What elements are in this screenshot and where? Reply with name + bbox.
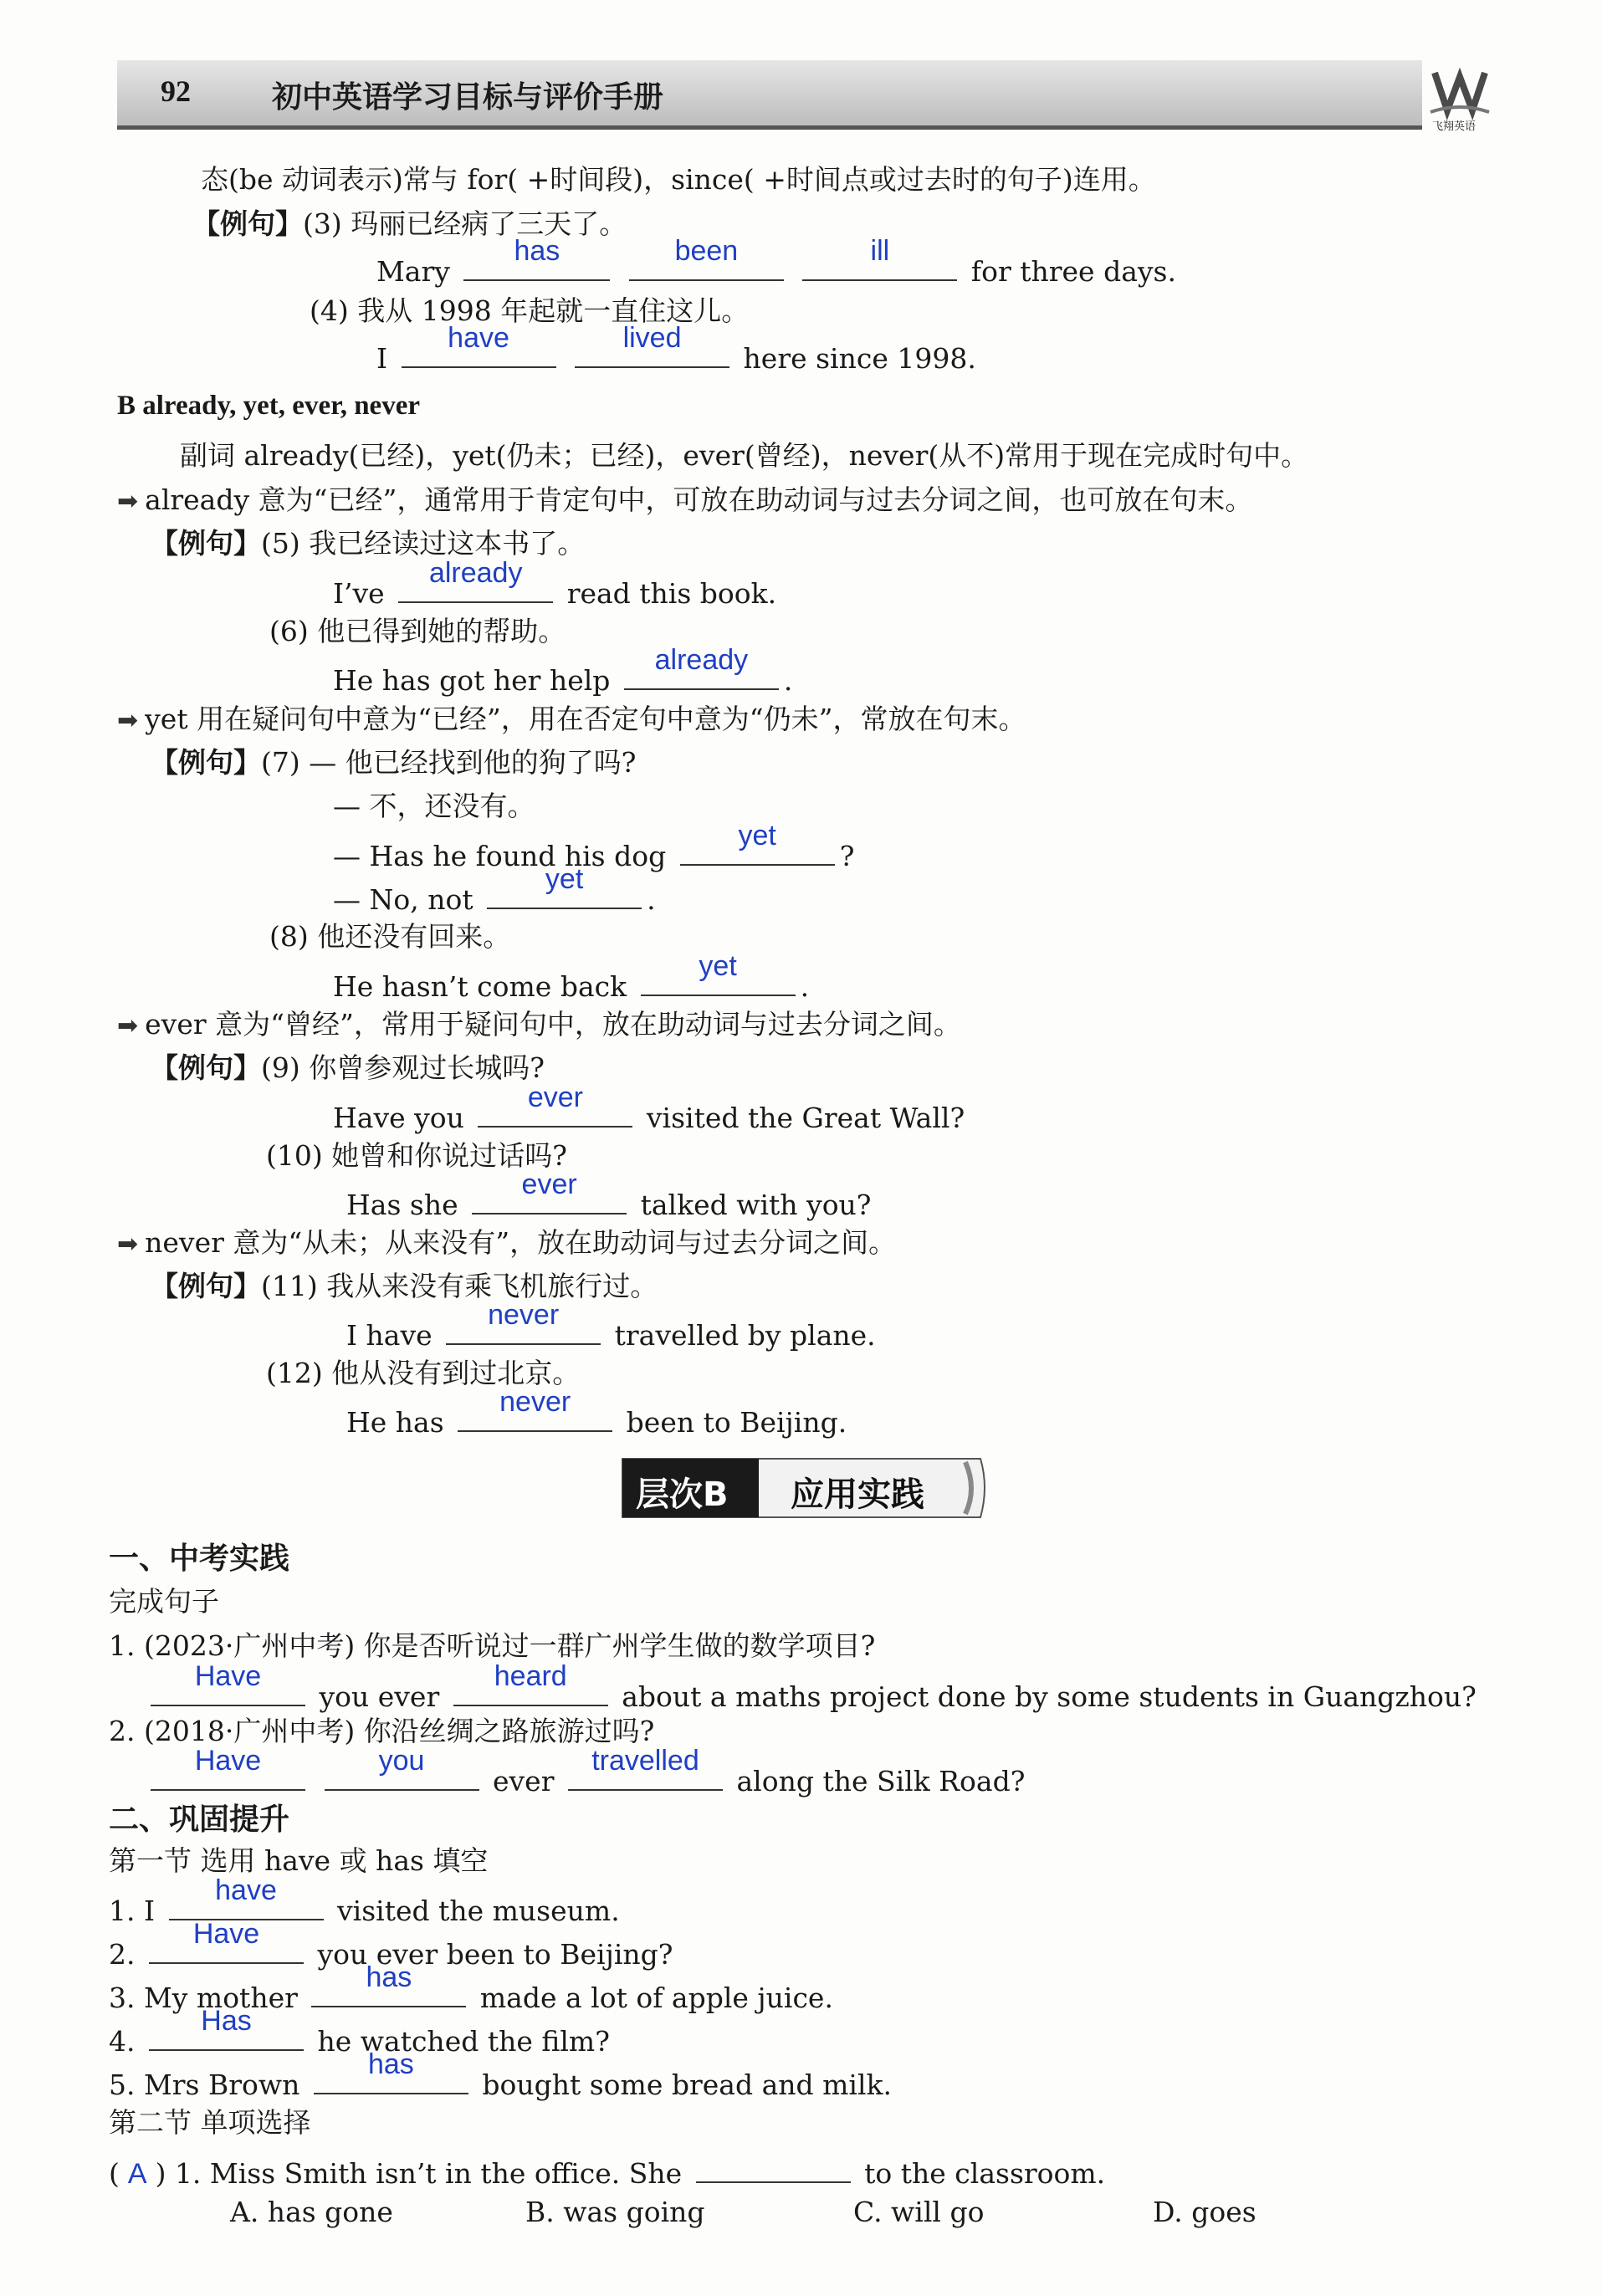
answer-blank: been (629, 249, 784, 281)
answer-blank: lived (575, 336, 729, 368)
text-line: (3) 玛丽已经病了三天了。 (303, 207, 627, 240)
text-line: (9) 你曾参观过长城吗? (261, 1051, 545, 1084)
answer-blank: ever (478, 1096, 632, 1128)
mc-option: B. was going (525, 2196, 705, 2228)
answer-blank: has (314, 2063, 468, 2094)
text-line: (6) 他已得到她的帮助。 (269, 615, 566, 647)
answer-blank: ill (802, 249, 957, 281)
text-line: (12) 他从没有到过北京。 (266, 1357, 581, 1389)
sentence: Has she ever talked with you? (346, 1168, 872, 1221)
text-line: (8) 他还没有回来。 (269, 920, 511, 953)
answer-blank: yet (680, 834, 835, 866)
part-heading: 一、中考实践 (109, 1541, 290, 1576)
answer-blank: Have (151, 1675, 305, 1706)
answer-blank: heard (453, 1675, 608, 1706)
answer-blank: Has (149, 2019, 304, 2051)
sentence: He has never been to Beijing. (346, 1386, 847, 1439)
arrow-icon: ➡ (117, 487, 139, 516)
answer-blank: has (311, 1976, 466, 2007)
level-tag: 层次B (636, 1475, 729, 1514)
example-tag: 【例句】 (151, 527, 261, 560)
arrow-icon: ➡ (117, 1230, 139, 1259)
answer-blank: have (169, 1889, 324, 1920)
book-title: 初中英语学习目标与评价手册 (272, 80, 664, 115)
subheading: 第二节 单项选择 (109, 2106, 311, 2139)
text-line: — 不，还没有。 (333, 790, 535, 822)
answer-blank: Have (151, 1759, 305, 1791)
example-tag: 【例句】 (192, 207, 303, 240)
list-item: 4. Has he watched the film? (109, 2005, 610, 2058)
arrow-icon: ➡ (117, 1011, 139, 1041)
sentence: Mary has been ill for three days. (376, 235, 1176, 288)
answer-blank: travelled (568, 1759, 723, 1791)
subheading: 完成句子 (109, 1585, 219, 1618)
answer-blank: ever (472, 1183, 627, 1214)
mc-option: D. goes (1153, 2196, 1257, 2228)
answer-blank: yet (641, 964, 796, 996)
sentence: I have lived here since 1998. (376, 322, 976, 375)
mc-option: C. will go (853, 2196, 985, 2228)
question: 1. (2023·广州中考) 你是否听说过一群广州学生做的数学项目? (109, 1629, 876, 1662)
answer-blank: never (458, 1400, 612, 1432)
sentence: I have never travelled by plane. (346, 1299, 876, 1352)
sentence: — No, not yet . (333, 863, 656, 916)
sentence: I’ve already read this book. (333, 557, 777, 610)
answer-blank: Have (149, 1932, 304, 1964)
text-line: already 意为“已经”，通常用于肯定句中，可放在助动词与过去分词之间，也可放在句末。 (145, 483, 1253, 516)
mc-answer: A (127, 2158, 147, 2190)
mc-option: A. has gone (230, 2196, 393, 2228)
list-item: 1. I have visited the museum. (109, 1874, 620, 1927)
text-line: (7) — 他已经找到他的狗了吗? (261, 746, 637, 779)
text-line: ever 意为“曾经”，常用于疑问句中，放在助动词与过去分词之间。 (145, 1008, 961, 1041)
sentence: Have you ever travelled along the Silk Road? (151, 1759, 1025, 1798)
answer-blank: already (398, 571, 553, 603)
level-title: 应用实践 (791, 1475, 924, 1514)
part-heading: 二、巩固提升 (109, 1802, 290, 1837)
sentence: He has got her help already . (333, 644, 793, 697)
text-line: 态(be 动词表示)常与 for( +时间段)，since( +时间点或过去时的句子)连用。 (201, 163, 1156, 196)
sentence: He hasn’t come back yet . (333, 950, 810, 1003)
answer-blank: never (446, 1313, 601, 1345)
mc-question: ( A ) 1. Miss Smith isn’t in the office. She to the classroom. (109, 2151, 1105, 2191)
answer-blank: already (624, 658, 779, 690)
example-tag: 【例句】 (151, 1051, 261, 1084)
sentence: Have you ever visited the Great Wall? (333, 1082, 965, 1134)
subheading: 第一节 选用 have 或 has 填空 (109, 1844, 489, 1877)
answer-blank: have (402, 336, 556, 368)
list-item: 2. Have you ever been to Beijing? (109, 1918, 673, 1971)
section-heading: B already, yet, ever, never (117, 391, 421, 421)
answer-blank: has (463, 249, 610, 281)
text-line: (11) 我从来没有乘飞机旅行过。 (261, 1270, 658, 1302)
example-tag: 【例句】 (151, 1270, 261, 1302)
page-number: 92 (161, 74, 191, 108)
list-item: 3. My mother has made a lot of apple juice. (109, 1961, 833, 2014)
arrow-icon: ➡ (117, 706, 139, 735)
text-line: (10) 她曾和你说过话吗? (266, 1139, 567, 1172)
text-line: never 意为“从未；从来没有”，放在助动词与过去分词之间。 (145, 1226, 897, 1259)
list-item: 5. Mrs Brown has bought some bread and milk. (109, 2048, 892, 2101)
logo-text: 飞翔英语 (1432, 120, 1477, 133)
sentence: — Has he found his dog yet ? (333, 820, 855, 872)
answer-blank (696, 2151, 851, 2183)
example-tag: 【例句】 (151, 746, 261, 779)
text-line: (4) 我从 1998 年起就一直住这儿。 (310, 294, 750, 327)
sentence: Have you ever heard about a maths project done by some students in Guangzhou? (151, 1675, 1477, 1714)
text-line: (5) 我已经读过这本书了。 (261, 527, 586, 560)
text-line: 副词 already(已经)，yet(仍未；已经)，ever(曾经)，never(从不)常用于现在完成时句中。 (180, 439, 1309, 472)
text-line: yet 用在疑问句中意为“已经”，用在否定句中意为“仍未”，常放在句末。 (145, 703, 1026, 735)
answer-blank: you (325, 1759, 479, 1791)
answer-blank: yet (487, 877, 642, 909)
question: 2. (2018·广州中考) 你沿丝绸之路旅游过吗? (109, 1715, 655, 1747)
